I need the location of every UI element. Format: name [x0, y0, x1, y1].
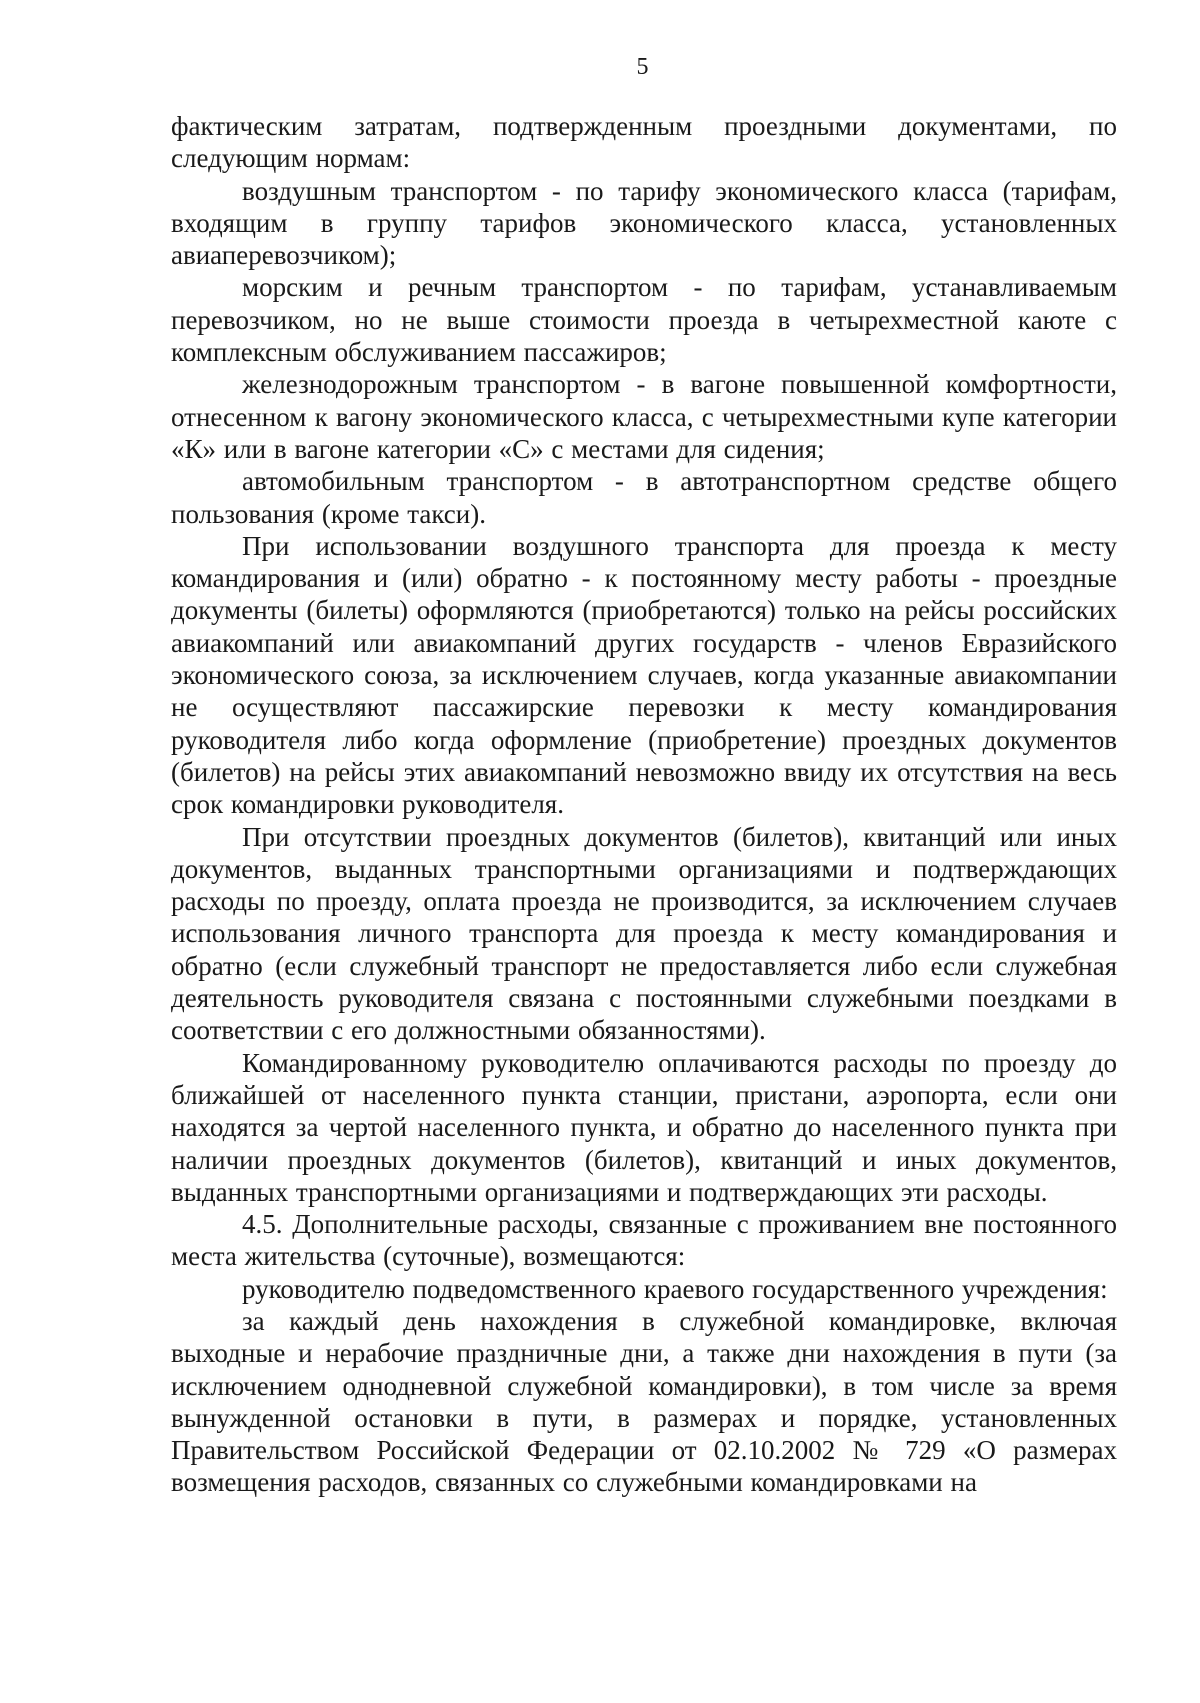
- paragraph-missing-documents: При отсутствии проездных документов (билетов), квитанций или иных документов, выданных транспортными организациями и подтверждающих расходы по проезду, оплата проезда не производится, за исключением случаев использования личного транспорта для проезда к месту командирования и обратно (если служебный транспорт не предоставляется либо если служебная деятельность руководителя связана с постоянными служебными поездками в соответствии с его должностными обязанностями).: [171, 821, 1117, 1046]
- paragraph-section-4-5: 4.5. Дополнительные расходы, связанные с проживанием вне постоянного места жительства (суточные), возмещаются:: [171, 1209, 1117, 1272]
- paragraph-road-transport: автомобильным транспортом - в автотранспортном средстве общего пользования (кроме такси).: [171, 466, 1117, 529]
- paragraph-air-tickets-rules: При использовании воздушного транспорта для проезда к месту командирования и (или) обратно - к постоянному месту работы - проездные документы (билеты) оформляются (приобретаются) только на рейсы российских авиакомпаний или авиакомпаний других государств - членов Евразийского экономического союза, за исключением случаев, когда указанные авиакомпании не осуществляют пассажирские перевозки к месту командирования руководителя либо когда оформление (приобретение) проездных документов (билетов) на рейсы этих авиакомпаний невозможно ввиду их отсутствия на весь срок командировки руководителя.: [171, 530, 1117, 820]
- paragraph-institution-head: руководителю подведомственного краевого государственного учреждения:: [242, 1273, 1108, 1304]
- paragraph-nearest-station-costs: Командированному руководителю оплачиваются расходы по проезду до ближайшей от населенного пункта станции, пристани, аэропорта, если они находятся за чертой населенного пункта, и обратно до населенного пункта при наличии проездных документов (билетов), квитанций и иных документов, выданных транспортными организациями и подтверждающих эти расходы.: [171, 1047, 1117, 1207]
- paragraph-railway-transport: железнодорожным транспортом - в вагоне повышенной комфортности, отнесенном к вагону экономического класса, с четырехместными купе категории «К» или в вагоне категории «С» с местами для сидения;: [171, 369, 1117, 464]
- paragraph-daily-allowance: за каждый день нахождения в служебной командировке, включая выходные и нерабочие праздничные дни, а также дни нахождения в пути (за исключением однодневной служебной командировки), в том числе за время вынужденной остановки в пути, в размерах и порядке, установленных Правительством Российской Федерации от 02.10.2002 № 729 «О размерах возмещения расходов, связанных со служебными командировками на: [171, 1305, 1117, 1498]
- page-number: 5: [636, 54, 649, 80]
- paragraph-air-transport: воздушным транспортом - по тарифу экономического класса (тарифам, входящим в группу тарифов экономического класса, установленных авиаперевозчиком);: [171, 175, 1117, 271]
- document-body: [171, 110, 1117, 1499]
- paragraph-expense-norms-intro: фактическим затратам, подтвержденным проездными документами, по следующим нормам:: [171, 111, 1117, 174]
- paragraph-sea-river-transport: морским и речным транспортом - по тарифам, устанавливаемым перевозчиком, но не выше стоимости проезда в четырехместной каюте с комплексным обслуживанием пассажиров;: [171, 272, 1117, 368]
